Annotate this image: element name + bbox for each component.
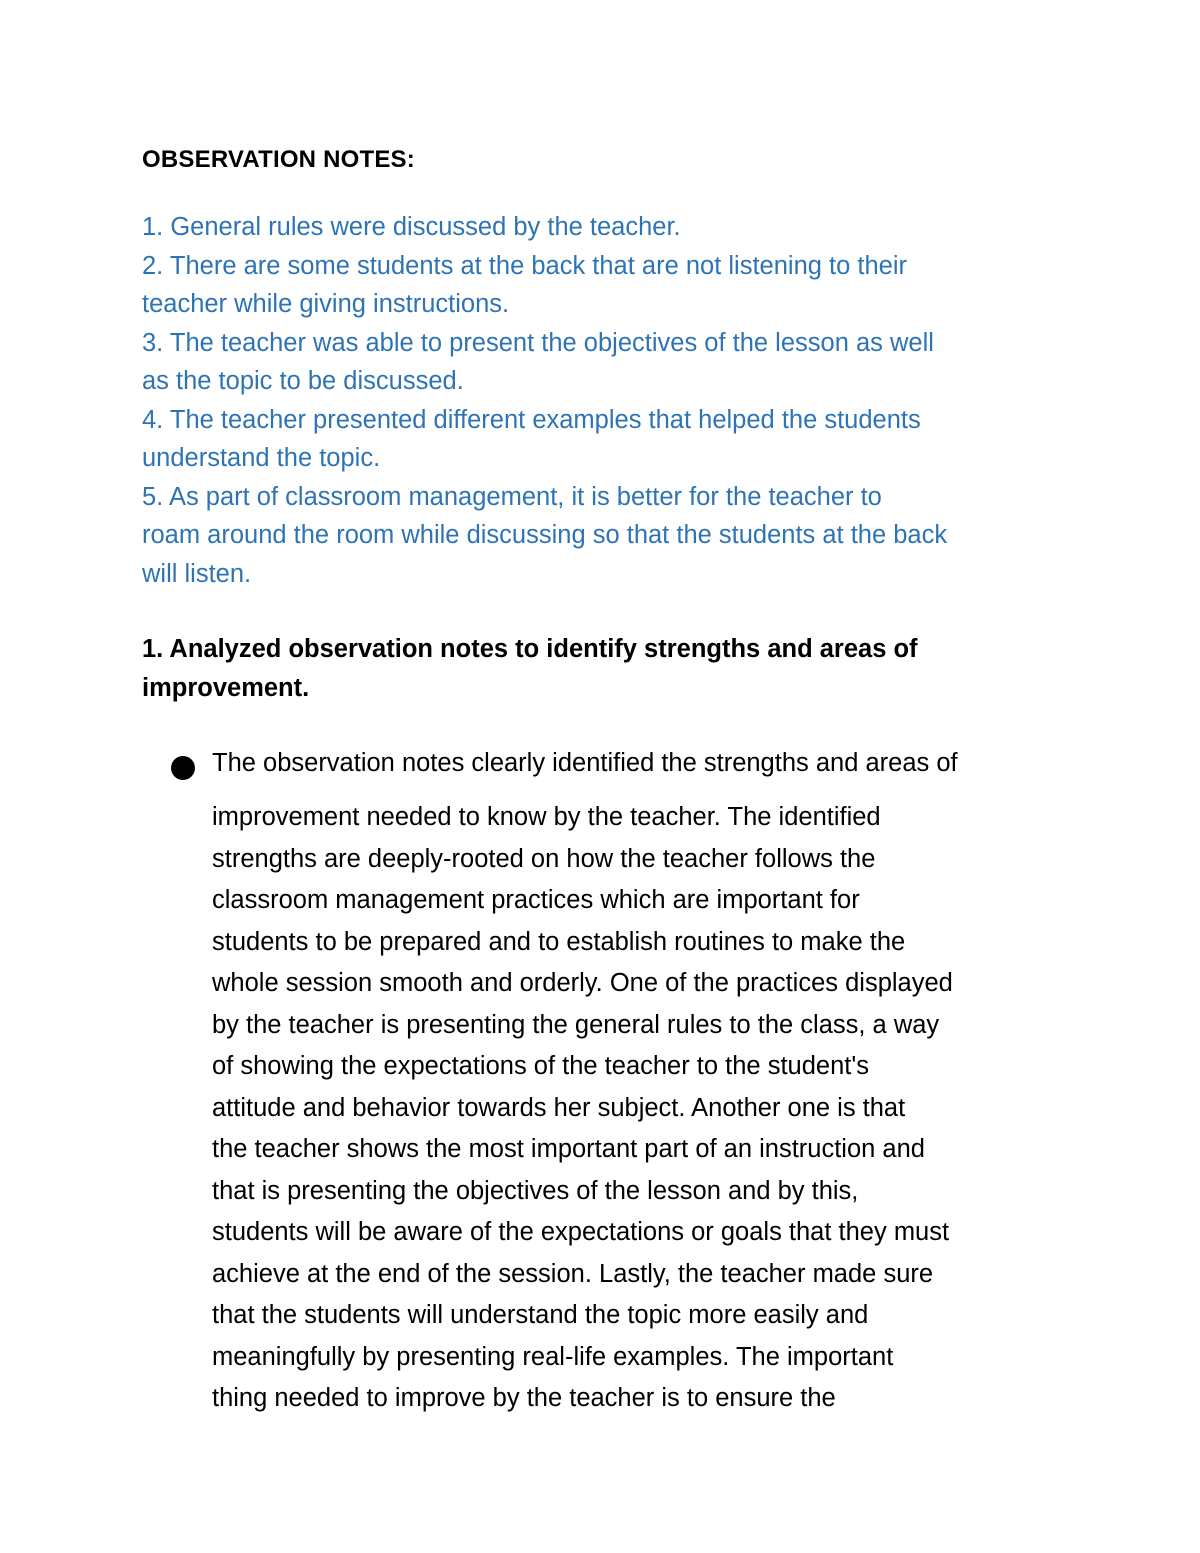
observation-note-line: 4. The teacher presented different examples that helped the students	[142, 405, 921, 434]
bullet-paragraph-line: that is presenting the objectives of the lesson and by this,	[212, 1176, 859, 1205]
bullet-paragraph-line: strengths are deeply-rooted on how the teacher follows the	[212, 844, 876, 873]
section-heading-line: 1. Analyzed observation notes to identify strengths and areas of	[142, 635, 918, 663]
bullet-paragraph-line: achieve at the end of the session. Lastly, the teacher made sure	[212, 1259, 934, 1288]
bullet-paragraph-line: by the teacher is presenting the general rules to the class, a way	[212, 1010, 940, 1039]
bullet-paragraph-line: the teacher shows the most important part of an instruction and	[212, 1135, 925, 1163]
bullet-first-line: The observation notes clearly identified the strengths and areas of	[212, 749, 958, 777]
analysis-section-heading	[142, 630, 1042, 708]
observation-note-line: 3. The teacher was able to present the objectives of the lesson as well	[142, 328, 934, 357]
bullet-paragraph-line: students will be aware of the expectations or goals that they must	[212, 1218, 950, 1246]
bullet-paragraph-line: attitude and behavior towards her subject. Another one is that	[212, 1093, 906, 1122]
observation-note-item	[142, 324, 1072, 401]
observation-note-item	[142, 478, 1072, 594]
observation-note-line: roam around the room while discussing so that the students at the back	[142, 521, 948, 549]
observation-note-line: as the topic to be discussed.	[142, 367, 464, 395]
observation-note-line: 5. As part of classroom management, it is better for the teacher to	[142, 482, 882, 511]
observation-notes-heading: OBSERVATION NOTES:	[142, 146, 415, 173]
bullet-paragraph-line: students to be prepared and to establish routines to make the	[212, 927, 906, 956]
observation-note-item	[142, 401, 1072, 478]
bullet-paragraph	[212, 797, 1072, 1420]
bullet-paragraph-line: that the students will understand the topic more easily and	[212, 1301, 869, 1329]
bullet-paragraph-line: thing needed to improve by the teacher is to ensure the	[212, 1384, 836, 1412]
bullet-paragraph-line: classroom management practices which are important for	[212, 886, 860, 914]
bullet-paragraph-line: whole session smooth and orderly. One of the practices displayed	[212, 969, 953, 997]
observation-note-line: 1. General rules were discussed by the teacher.	[142, 213, 681, 241]
bullet-paragraph-line: meaningfully by presenting real-life examples. The important	[212, 1342, 894, 1371]
observation-note-item	[142, 247, 1072, 324]
bullet-paragraph-line: of showing the expectations of the teacher to the student's	[212, 1052, 869, 1080]
observation-note-item	[142, 208, 1072, 247]
observation-notes-list	[142, 208, 1072, 593]
observation-note-line: 2. There are some students at the back that are not listening to their	[142, 251, 907, 280]
observation-note-line: will listen.	[142, 559, 252, 588]
observation-note-line: understand the topic.	[142, 444, 381, 472]
filled-circle-bullet-icon	[171, 756, 195, 780]
observation-note-line: teacher while giving instructions.	[142, 290, 510, 318]
section-heading-line: improvement.	[142, 674, 310, 702]
bullet-paragraph-line: improvement needed to know by the teacher. The identified	[212, 803, 881, 831]
